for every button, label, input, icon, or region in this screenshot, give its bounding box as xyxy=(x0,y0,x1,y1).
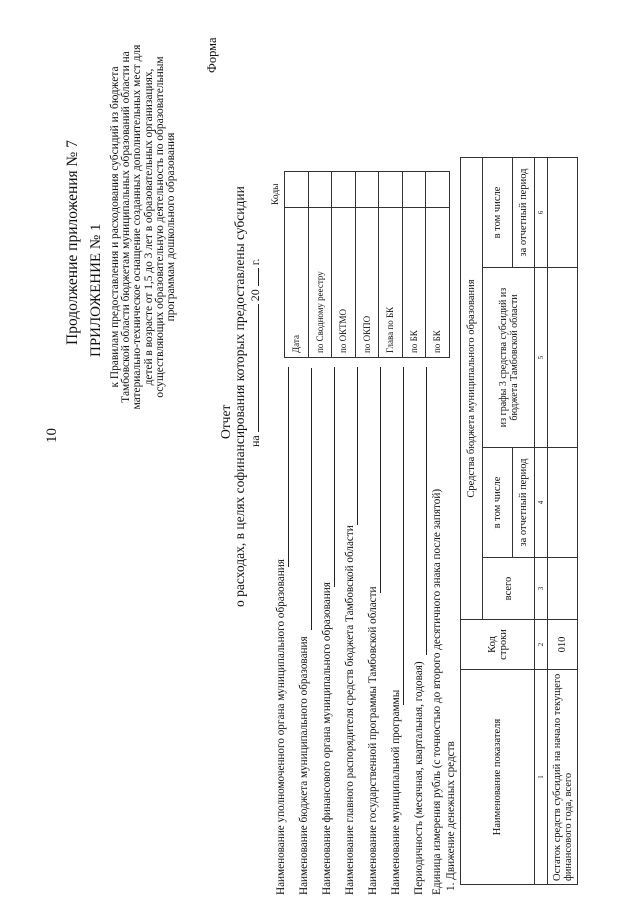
field-municipal-program: Наименование муниципальной программы xyxy=(390,689,402,895)
codes-table xyxy=(284,171,450,358)
page-number: 10 xyxy=(44,428,60,443)
field-unit: Единица измерения рубль (с точностью до второго десятичного знака после запятой) xyxy=(431,488,443,895)
codes-row: Дата xyxy=(285,172,309,358)
report-date-suffix: г. xyxy=(248,258,262,266)
report-date-year: 20 xyxy=(248,289,262,302)
codes-header: Коды xyxy=(271,183,281,205)
field-budget-name: Наименование бюджета муниципального образования xyxy=(298,636,310,895)
group-header: Средства бюджета муниципального образования xyxy=(461,158,483,620)
report-date-prefix: на xyxy=(248,435,262,447)
field-periodicity: Периодичность (месячная, квартальная, годовая) xyxy=(413,661,425,895)
col-period2-header: за отчетный период xyxy=(513,158,535,268)
field-finance-body: Наименование финансового органа муниципального образования xyxy=(321,582,333,895)
report-title: Отчет xyxy=(218,404,233,439)
report-date xyxy=(248,259,263,447)
col-number: 6 xyxy=(535,158,548,268)
row-code: 010 xyxy=(548,620,578,670)
row-cell-period1[interactable] xyxy=(548,448,578,558)
cash-flow-table xyxy=(460,157,578,885)
col-number: 1 xyxy=(535,670,548,885)
field-state-program: Наименование государственной программы Тамбовской области xyxy=(367,586,379,895)
report-subtitle: о расходах, в целях софинансирования которых предоставлены субсидии xyxy=(232,186,247,607)
rules-text: к Правилам предоставления и расходования субсидий из бюджета Тамбовской области бюджетам муниципальных образований области на материально-техническое оснащение созданных дополнительных мест для детей в возрасте от 1,5 до 3 лет в образовательных организациях, осуществляющих образовательную деятельность по образовательным программам дошкольного образования xyxy=(109,44,178,410)
col-incl2-header: в том числе xyxy=(483,158,513,268)
field-authorized-body: Наименование уполномоченного органа муниципального образования xyxy=(275,559,287,895)
codes-row: по Сводному реестру xyxy=(308,172,332,358)
row-indicator-name: Остаток средств субсидий на начало текущего финансового года, всего xyxy=(548,670,578,885)
col-incl1-header: в том числе xyxy=(483,448,513,558)
appendix-title: ПРИЛОЖЕНИЕ № 1 xyxy=(88,223,104,357)
row-cell-period2[interactable] xyxy=(548,158,578,268)
codes-row: по ОКПО xyxy=(355,172,379,358)
col-period1-header: за отчетный период xyxy=(513,448,535,558)
col-indicator-header: Наименование показателя xyxy=(461,670,535,885)
appendix-continuation: Продолжение приложения № 7 xyxy=(64,140,81,345)
col-number: 3 xyxy=(535,558,548,620)
field-chief-administrator: Наименование главного распорядителя средств бюджета Тамбовской области xyxy=(344,525,356,895)
row-cell-subsidy[interactable] xyxy=(548,268,578,448)
col-code-header: Код строки xyxy=(461,620,535,670)
row-cell-total[interactable] xyxy=(548,558,578,620)
col-number: 4 xyxy=(535,448,548,558)
col-number: 2 xyxy=(535,620,548,670)
section-title: 1. Движение денежных средств xyxy=(445,741,457,891)
col-total-header: всего xyxy=(483,558,535,620)
table-row xyxy=(548,158,578,885)
form-label: Форма xyxy=(205,37,219,73)
codes-row: по БК xyxy=(402,172,426,358)
codes-row: Глава по БК xyxy=(379,172,403,358)
codes-row: по ОКТМО xyxy=(332,172,356,358)
col-subsidy-header: из графы 3 средства субсидий из бюджета Тамбовской области xyxy=(483,268,535,448)
codes-row: по БК xyxy=(426,172,450,358)
col-number: 5 xyxy=(535,268,548,448)
